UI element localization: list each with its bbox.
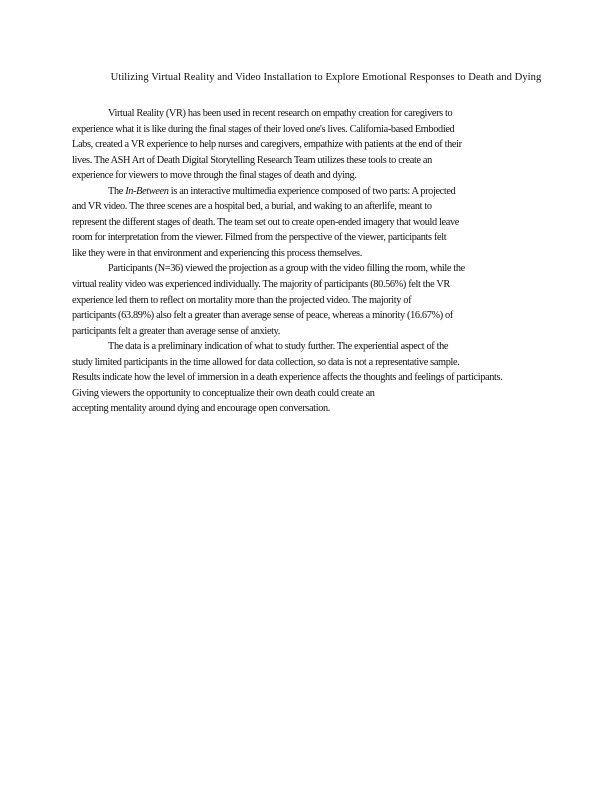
document-body <box>72 106 612 417</box>
work-title-italic: In-Between <box>125 185 169 197</box>
paragraph-2-line-1-rest: is an interactive multimedia experience composed of two parts: A projected <box>168 185 456 197</box>
paragraph-4-line-5: accepting mentality around dying and encourage open conversation. <box>72 403 331 415</box>
paragraph-3-line-2: virtual reality video was experienced individually. The majority of participants (80.56%) felt the VR <box>72 279 450 291</box>
paragraph-2-line-3: represent the different stages of death. The team set out to create open-ended imagery that would leave <box>72 216 460 228</box>
document-title: Utilizing Virtual Reality and Video Installation to Explore Emotional Responses to Death and Dying <box>110 72 542 83</box>
paragraph-2-line-2: and VR video. The three scenes are a hospital bed, a burial, and waking to an afterlife, meant to <box>72 201 432 213</box>
paragraph-1-line-5: experience for viewers to move through the final stages of death and dying. <box>72 170 357 182</box>
paragraph-1-line-4: lives. The ASH Art of Death Digital Storytelling Research Team utilizes these tools to create an <box>72 154 432 166</box>
paragraph-1-line-2: experience what it is like during the final stages of their loved one's lives. California-based Embodied <box>72 123 455 135</box>
paragraph-4-line-1: The data is a preliminary indication of what to study further. The experiential aspect of the <box>108 341 449 353</box>
paragraph-4-line-4: Giving viewers the opportunity to conceptualize their own death could create an <box>72 387 375 399</box>
paragraph-2-line-1 <box>72 184 612 200</box>
paragraph-3-line-1: Participants (N=36) viewed the projection as a group with the video filling the room, while the <box>108 263 465 275</box>
paragraph-4-line-3: Results indicate how the level of immersion in a death experience affects the thoughts and feelings of participants. <box>72 372 503 384</box>
paragraph-3-line-5: participants felt a greater than average sense of anxiety. <box>72 325 281 337</box>
paragraph-2-lead-text: The <box>108 185 126 197</box>
paragraph-2-line-4: room for interpretation from the viewer. Filmed from the perspective of the viewer, participants felt <box>72 232 447 244</box>
paragraph-3-line-3: experience led them to reflect on mortality more than the projected video. The majority of <box>72 294 412 306</box>
paragraph-1-line-1: Virtual Reality (VR) has been used in recent research on empathy creation for caregivers to <box>108 108 453 119</box>
paragraph-1-line-3: Labs, created a VR experience to help nurses and caregivers, empathize with patients at the end of their <box>72 139 462 151</box>
paragraph-3-line-4: participants (63.89%) also felt a greater than average sense of peace, whereas a minority (16.67%) of <box>72 310 453 322</box>
paragraph-4-line-2: study limited participants in the time allowed for data collection, so data is not a representative sample. <box>72 356 460 368</box>
paragraph-2-line-5: like they were in that environment and experiencing this process themselves. <box>72 247 362 259</box>
